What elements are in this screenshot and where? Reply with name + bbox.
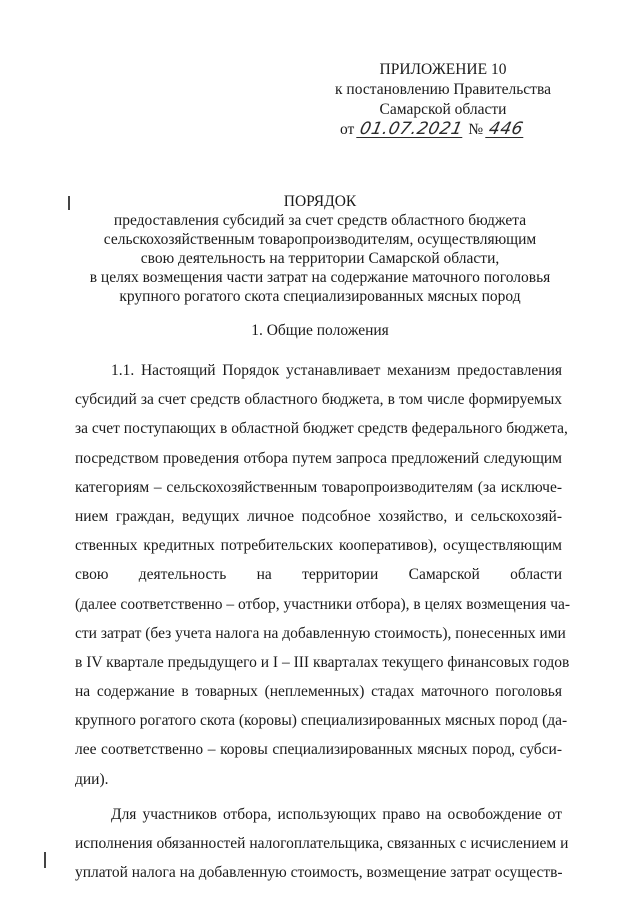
paragraph-line: посредством проведения отбора путем запроса предложений следующим — [75, 449, 562, 467]
paragraph-line: свою деятельность на территории Самарской области — [75, 566, 562, 584]
paragraph-line: категориям – сельскохозяйственным товаропроизводителям (за исключе- — [75, 478, 562, 496]
number-prefix: № — [468, 121, 484, 138]
paragraph-line: Для участников отбора, использующих право на освобождение от — [111, 805, 562, 823]
region-line: Самарской области — [379, 101, 507, 118]
handwritten-date: 01.07.2021 — [358, 119, 465, 139]
date-number-line — [318, 120, 568, 140]
paragraph-line: уплатой налога на добавленную стоимость, возмещение затрат осуществ- — [75, 864, 563, 882]
paragraph-line: сти затрат (без учета налога на добавленную стоимость), понесенных ими — [75, 624, 566, 642]
paragraph-line: в IV квартале предыдущего и I – III кварталах текущего финансовых годов — [75, 653, 570, 671]
paragraph-line: за счет поступающих в областной бюджет средств федерального бюджета, — [75, 420, 568, 438]
resolution-line: к постановлению Правительства — [335, 81, 551, 98]
paragraph-line: ственных кредитных потребительских кооперативов), осуществляющим — [75, 537, 562, 555]
paragraph-line: лее соответственно – коровы специализированных мясных пород, субси- — [75, 741, 562, 759]
body-text — [75, 356, 571, 887]
document-title — [60, 192, 580, 306]
appendix-label: ПРИЛОЖЕНИЕ 10 — [379, 61, 507, 78]
paragraph-line: нием граждан, ведущих личное подсобное хозяйство, и сельскохозяй- — [75, 507, 562, 525]
handwritten-number: 446 — [487, 119, 526, 139]
scan-mark — [68, 196, 70, 210]
paragraph-line: дии). — [75, 770, 109, 788]
title-line: в целях возмещения части затрат на содержание маточного поголовья — [89, 269, 551, 286]
paragraph-line: исполнения обязанностей налогоплательщика, связанных с исчислением и — [75, 835, 569, 852]
title-line: сельскохозяйственным товаропроизводителям, осуществляющим — [103, 231, 537, 248]
paragraph-line: на содержание в товарных (неплеменных) стадах маточного поголовья — [75, 683, 562, 701]
title-line: свою деятельность на территории Самарской области, — [140, 250, 500, 267]
title-line: крупного рогатого скота специализированных мясных пород — [119, 288, 521, 305]
paragraph-line: (далее соответственно – отбор, участники отбора), в целях возмещения ча- — [75, 595, 571, 613]
appendix-header — [318, 60, 568, 140]
paragraph-line: субсидий за счет средств областного бюджета, в том числе формируемых — [75, 391, 562, 409]
paragraph-line: 1.1. Настоящий Порядок устанавливает механизм предоставления — [111, 362, 562, 379]
title-line: предоставления субсидий за счет средств областного бюджета — [113, 212, 527, 229]
paragraph-line: крупного рогатого скота (коровы) специализированных мясных пород (да- — [75, 712, 568, 730]
scan-mark — [44, 852, 46, 868]
section-title: 1. Общие положения — [251, 322, 389, 339]
title-heading: ПОРЯДОК — [283, 193, 357, 210]
date-prefix: от — [340, 121, 355, 138]
